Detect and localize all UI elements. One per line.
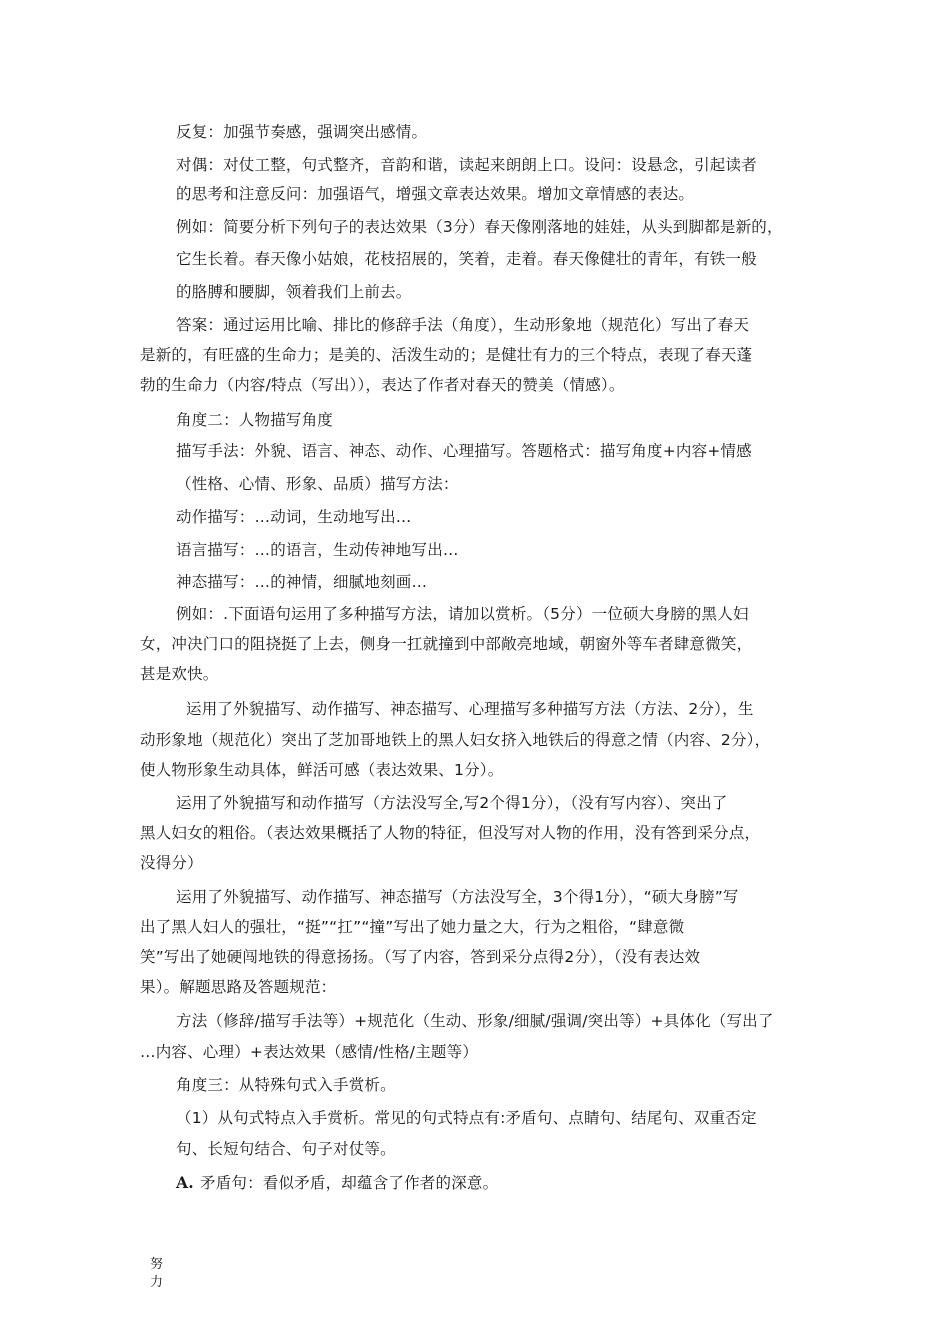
text-line: 出了黑人妇人的强壮，“挺”“扛”“撞”写出了她力量之大，行为之粗俗，“肆意微 [140, 918, 685, 936]
text-line: 例如：.下面语句运用了多种描写方法，请加以赏析。（5分）一位硕大身膀的黑人妇 [176, 605, 749, 623]
text-line: 女，冲决门口的阻挠挺了上去，侧身一扛就撞到中部敞亮地域，朝窗外等车者肆意微笑， [140, 635, 753, 653]
text-line: 运用了外貌描写、动作描写、神态描写（方法没写全，3个得1分），“硕大身膀”写 [176, 888, 739, 906]
text-line: 没得分） [140, 854, 203, 872]
text-line: 神态描写：…的神情，细腻地刻画… [176, 573, 428, 591]
text-line: （性格、心情、形象、品质）描写方法： [176, 475, 459, 493]
text-line: 甚是欢快。 [140, 665, 219, 683]
text-line: 动形象地（规范化）突出了芝加哥地铁上的黑人妇女挤入地铁后的得意之情（内容、2分）， [140, 731, 771, 749]
text-line: 角度三：从特殊句式入手赏析。 [176, 1076, 396, 1094]
text-line: 动作描写：…动词，生动地写出… [176, 508, 412, 526]
text-line: 描写手法：外貌、语言、神态、动作、心理描写。答题格式：描写角度+内容+情感 [176, 442, 752, 460]
text-line: 运用了外貌描写、动作描写、神态描写、心理描写多种描写方法（方法、2分），生 [186, 700, 754, 718]
text-line: 反复：加强节奏感，强调突出感情。 [176, 123, 428, 141]
text-line: 角度二：人物描写角度 [176, 411, 334, 429]
text-line: …内容、心理）+表达效果（感情/性格/主题等） [140, 1043, 479, 1061]
text-line: 是新的，有旺盛的生命力；是美的、活泼生动的；是健壮有力的三个特点，表现了春天蓬 [140, 346, 753, 364]
text-line: 语言描写：…的语言，生动传神地写出… [176, 541, 459, 559]
text-line: 勃的生命力（内容/特点（写出）），表达了作者对春天的赞美（情感）。 [140, 376, 625, 394]
text-line: （1）从句式特点入手赏析。常见的句式特点有:矛盾句、点睛句、结尾句、双重否定 [176, 1109, 757, 1127]
text-line: 句、长短句结合、句子对仗等。 [176, 1140, 396, 1158]
text-line: 对偶：对仗工整，句式整齐，音韵和谐，读起来朗朗上口。设问：设悬念，引起读者 [176, 156, 757, 174]
text-line: 果）。解题思路及答题规范： [140, 978, 337, 996]
text-line: 使人物形象生动具体，鲜活可感（表达效果、1分）。 [140, 761, 504, 779]
text-line: 答案：通过运用比喻、排比的修辞手法（角度），生动形象地（规范化）写出了春天 [176, 316, 750, 334]
text-line: 矛盾句：看似矛盾，却蕴含了作者的深意。 [200, 1174, 499, 1192]
text-line: 它生长着。春天像小姑娘，花枝招展的，笑着，走着。春天像健壮的青年，有铁一般 [176, 250, 757, 268]
text-line: 方法（修辞/描写手法等）+规范化（生动、形象/细腻/强调/突出等）+具体化（写出了 [176, 1012, 774, 1030]
text-line: 笑”写出了她硬闯地铁的得意扬扬。（写了内容，答到采分点得2分），（没有表达效 [140, 948, 701, 966]
text-line: 的胳膊和腰脚，领着我们上前去。 [176, 283, 412, 301]
text-line: 例如：简要分析下列句子的表达效果（3分）春天像刚落地的娃娃，从头到脚都是新的， [176, 218, 783, 236]
list-marker-a: A. [176, 1173, 194, 1192]
text-line: 黑人妇女的粗俗。（表达效果概括了人物的特征，但没写对人物的作用，没有答到采分点， [140, 824, 761, 842]
page-footer: 努力 [150, 1257, 164, 1290]
text-line: 的思考和注意反问：加强语气，增强文章表达效果。增加文章情感的表达。 [176, 185, 695, 203]
text-line: 运用了外貌描写和动作描写（方法没写全,写2个得1分），（没有写内容）、突出了 [176, 794, 728, 812]
